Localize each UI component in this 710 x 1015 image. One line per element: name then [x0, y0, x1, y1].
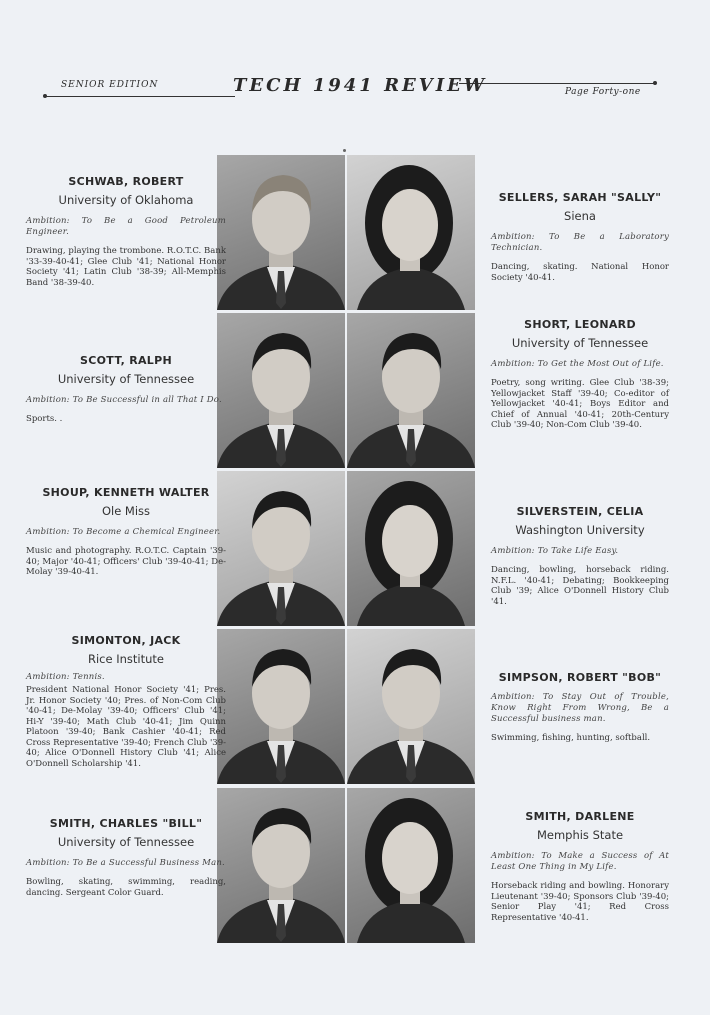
portrait-silhouette	[347, 313, 475, 468]
page-header	[45, 76, 657, 106]
header-rule-right	[459, 83, 655, 84]
photo-short-leonard	[347, 313, 475, 468]
shoulders-shape	[357, 267, 465, 310]
activities-text: Sports. .	[26, 414, 63, 424]
activities-text: Poetry, song writing. Glee Club '38-39; Yellowjacket Staff '39-40; Co-editor of Yellowjacket '40-41; Boys Editor and Chief of Annual '40-41; 20th-Century Club '39-40; Non-Com Club '39-40.	[491, 378, 669, 430]
college-name: Rice Institute	[88, 652, 164, 666]
portrait-silhouette	[217, 788, 345, 943]
ambition-text: Ambition: To Take Life Easy.	[491, 546, 619, 556]
ambition-text: Ambition: To Make a Success of At Least One Thing in My Life.	[491, 851, 669, 872]
activities-text: Music and photography. R.O.T.C. Captain '39-40; Major '40-41; Officers' Club '39-40-41; De-Molay '39-40-41.	[26, 546, 226, 577]
photo-schwab-robert	[217, 155, 345, 310]
student-name: SELLERS, SARAH "SALLY"	[498, 191, 662, 204]
student-name: SHOUP, KENNETH WALTER	[42, 486, 210, 499]
page-title: TECH 1941 REVIEW	[233, 75, 488, 96]
senior-entry	[491, 505, 669, 607]
student-name: SMITH, CHARLES "BILL"	[49, 817, 203, 830]
activities-text: Drawing, playing the trombone. R.O.T.C. Bank '33-39-40-41; Glee Club '41; National Honor Society '41; Latin Club '38-39; All-Memphis Band '38-39-40.	[26, 246, 226, 288]
portrait-silhouette	[347, 788, 475, 943]
header-rule-left	[45, 96, 235, 97]
student-name: SCOTT, RALPH	[80, 354, 172, 367]
header-rule-dot	[43, 94, 47, 98]
face-shape	[382, 822, 438, 894]
senior-entry	[491, 191, 669, 283]
ambition-text: Ambition: To Become a Chemical Engineer.	[26, 527, 221, 537]
college-name: University of Oklahoma	[58, 193, 194, 207]
activities-text: Bowling, skating, swimming, reading, dancing. Sergeant Color Guard.	[26, 877, 226, 898]
senior-entry	[491, 671, 669, 744]
senior-entry	[26, 817, 226, 898]
photo-sellers-sarah	[347, 155, 475, 310]
student-name: SIMPSON, ROBERT "BOB"	[498, 671, 662, 684]
student-name: SCHWAB, ROBERT	[68, 175, 184, 188]
face-shape	[382, 189, 438, 261]
portrait-silhouette	[217, 313, 345, 468]
page-number: Page Forty-one	[565, 87, 641, 97]
college-name: Ole Miss	[101, 504, 151, 518]
senior-entry	[491, 318, 669, 431]
portrait-silhouette	[347, 471, 475, 626]
senior-entry	[26, 486, 226, 578]
ambition-text: Ambition: Tennis.	[26, 672, 105, 682]
ambition-text: Ambition: To Be Successful in all That I Do.	[26, 395, 222, 405]
portrait-silhouette	[347, 155, 475, 310]
activities-text: President National Honor Society '41; Pres. Jr. Honor Society '40; Pres. of Non-Com Club '40-41; De-Molay '39-40; Officers' Club '41; Hi-Y '39-40; Math Club '40-41; Jim Quinn Platoon '39-40; Bank Cashier '40-41; Red Cross Representative '39-40; French Club '39-40; Alice O'Donnell History Club '41; Alice O'Donnell Scholarship '41.	[26, 685, 226, 769]
photo-smith-darlene	[347, 788, 475, 943]
college-name: Washington University	[515, 523, 645, 537]
college-name: Memphis State	[536, 828, 624, 842]
portrait-silhouette	[347, 629, 475, 784]
student-name: SIMONTON, JACK	[71, 634, 181, 647]
senior-entry	[491, 810, 669, 923]
portrait-silhouette	[217, 155, 345, 310]
senior-entry	[26, 175, 226, 288]
student-name: SHORT, LEONARD	[524, 318, 636, 331]
activities-text: Horseback riding and bowling. Honorary Lieutenant '39-40; Sponsors Club '39-40; Senior Play '41; Red Cross Representative '40-41.	[491, 881, 669, 923]
student-name: SMITH, DARLENE	[525, 810, 635, 823]
shoulders-shape	[357, 583, 465, 626]
ambition-text: Ambition: To Be a Good Petroleum Engineer.	[26, 216, 226, 237]
photo-simpson-robert	[347, 629, 475, 784]
college-name: Siena	[564, 209, 596, 223]
photo-simonton-jack	[217, 629, 345, 784]
college-name: University of Tennessee	[57, 835, 195, 849]
ambition-text: Ambition: To Get the Most Out of Life.	[491, 359, 664, 369]
ambition-text: Ambition: To Be a Laboratory Technician.	[491, 232, 669, 253]
portrait-silhouette	[217, 629, 345, 784]
college-name: University of Tennessee	[57, 372, 195, 386]
photo-scott-ralph	[217, 313, 345, 468]
senior-entry	[26, 354, 226, 425]
activities-text: Dancing, skating. National Honor Society '40-41.	[491, 262, 669, 283]
header-rule-dot	[653, 81, 657, 85]
photo-shoup-kenneth	[217, 471, 345, 626]
college-name: University of Tennessee	[511, 336, 649, 350]
photo-silverstein-celia	[347, 471, 475, 626]
ambition-text: Ambition: To Be a Successful Business Man.	[26, 858, 225, 868]
edition-label: SENIOR EDITION	[61, 80, 159, 90]
ambition-text: Ambition: To Stay Out of Trouble, Know Right From Wrong, Be a Successful business man.	[491, 692, 669, 724]
portrait-silhouette	[217, 471, 345, 626]
shoulders-shape	[357, 900, 465, 943]
photo-smith-charles	[217, 788, 345, 943]
activities-text: Swimming, fishing, hunting, softball.	[491, 733, 651, 743]
senior-entry	[26, 634, 226, 769]
face-shape	[382, 505, 438, 577]
student-name: SILVERSTEIN, CELIA	[516, 505, 644, 518]
page-dot	[343, 149, 346, 152]
activities-text: Dancing, bowling, horseback riding. N.F.L. '40-41; Debating; Bookkeeping Club '39; Alice O'Donnell History Club '41.	[491, 565, 669, 607]
